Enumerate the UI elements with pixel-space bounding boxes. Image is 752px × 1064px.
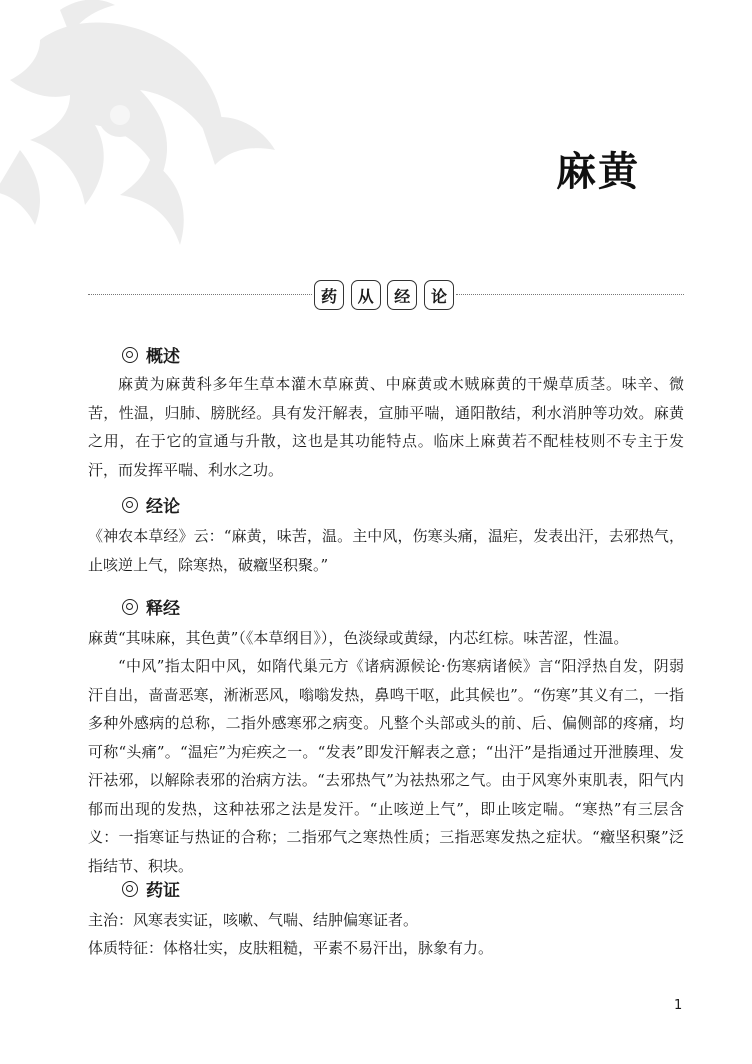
banner-divider-right	[456, 294, 684, 295]
double-circle-icon	[122, 881, 138, 897]
section-heading-label: 药证	[146, 881, 180, 901]
banner-divider-left	[88, 294, 312, 295]
paragraph: 《神农本草经》云：“麻黄，味苦，温。主中风，伤寒头痛，温疟，发表出汗，去邪热气，止咳逆上气，除寒热，破癥坚积聚。”	[88, 527, 684, 574]
paragraph: 主治：风寒表实证，咳嗽、气喘、结肿偏寒证者。	[88, 911, 419, 929]
banner-char: 从	[351, 280, 381, 310]
double-circle-icon	[122, 599, 138, 615]
banner-title	[314, 278, 454, 312]
paragraph: 麻黄“其味麻，其色黄”（《本草纲目》），色淡绿或黄绿，内芯红棕。味苦涩，性温。	[88, 629, 629, 647]
section-heading-interpretation	[122, 594, 180, 619]
section-heading-indications	[122, 876, 180, 901]
double-circle-icon	[122, 497, 138, 513]
banner-char: 论	[424, 280, 454, 310]
banner-char: 药	[314, 280, 344, 310]
paragraph: “中风”指太阳中风，如隋代巢元方《诸病源候论·伤寒病诸候》言“阳浮热自发，阴弱汗自出，啬啬恶寒，淅淅恶风，嗡嗡发热，鼻鸣干呕，此其候也”。“伤寒”其义有二，一指多种外感病的总称，二指外感寒邪之病变。凡整个头部或头的前、后、偏侧部的疼痛，均可称“头痛”。“温疟”为疟疾之一。“发表”即发汗解表之意；“出汗”是指通过开泄腠理、发汗祛邪，以解除表邪的治病方法。“去邪热气”为祛热邪之气。由于风寒外束肌表，阳气内郁而出现的发热，这种祛邪之法是发汗。“止咳逆上气”，即止咳定喘。“寒热”有三层含义：一指寒证与热证的合称；二指邪气之寒热性质；三指恶寒发热之症状。“癥坚积聚”泛指结节、积块。	[88, 657, 684, 875]
section-heading-label: 经论	[146, 497, 180, 517]
paragraph: 麻黄为麻黄科多年生草本灌木草麻黄、中麻黄或木贼麻黄的干燥草质茎。味辛、微苦，性温，归肺、膀胱经。具有发汗解表，宣肺平喘，通阳散结，利水消肿等功效。麻黄之用，在于它的宣通与升散，这也是其功能特点。临床上麻黄若不配桂枝则不专主于发汗，而发挥平喘、利水之功。	[88, 375, 684, 479]
paragraph: 体质特征：体格壮实，皮肤粗糙，平素不易汗出，脉象有力。	[88, 939, 494, 957]
double-circle-icon	[122, 347, 138, 363]
banner-char: 经	[387, 280, 417, 310]
section-heading-classic	[122, 492, 180, 517]
section-heading-label: 释经	[146, 599, 180, 619]
dragon-watermark-icon	[0, 0, 300, 260]
section-banner	[88, 278, 684, 312]
chapter-title: 麻黄	[556, 149, 640, 195]
section-heading-label: 概述	[146, 347, 180, 367]
page-number: 1	[674, 998, 683, 1013]
section-heading-overview	[122, 342, 180, 367]
